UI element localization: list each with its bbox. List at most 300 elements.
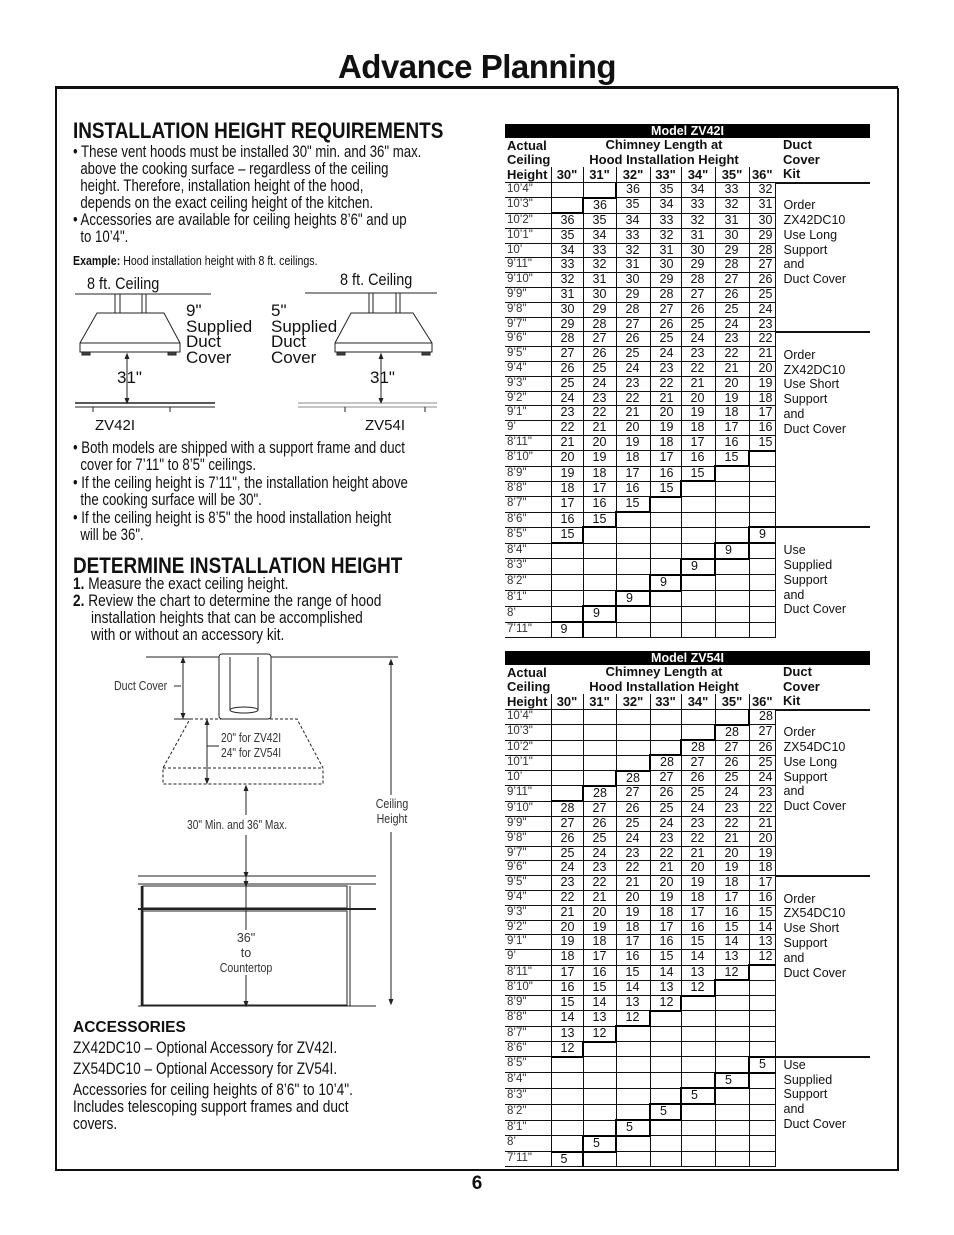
chimney-length-cell: 9 (681, 559, 715, 575)
chimney-length-cell: 34 (583, 228, 616, 243)
chimney-length-cell: 17 (715, 891, 749, 906)
chimney-length-cell: 17 (583, 950, 616, 965)
chimney-length-cell: 21 (715, 362, 749, 377)
chimney-length-cell: 22 (749, 332, 775, 347)
zv42i-chart (505, 124, 870, 638)
accessory-line: ZX54DC10 – Optional Accessory for ZV54I. (73, 1060, 338, 1078)
label-line: 9" (186, 301, 202, 320)
chimney-length-cell (715, 1042, 749, 1057)
chimney-length-cell: 22 (715, 817, 749, 832)
chimney-length-cell (616, 1042, 650, 1057)
chimney-length-cell (616, 1026, 650, 1041)
chimney-length-cell (681, 543, 715, 559)
label-line: 36" (236, 931, 256, 945)
chimney-length-cell: 5 (749, 1057, 775, 1073)
chimney-length-cell: 15 (616, 965, 650, 980)
chimney-length-cell: 26 (551, 831, 583, 846)
chimney-length-cell: 27 (616, 786, 650, 801)
chimney-length-cell (681, 1042, 715, 1057)
chimney-length-cell (749, 497, 775, 512)
chimney-length-cell (715, 527, 749, 543)
chimney-length-cell: 14 (583, 996, 616, 1011)
chimney-length-cell: 26 (715, 288, 749, 303)
label-line: Duct (186, 332, 221, 351)
chimney-length-cell: 15 (681, 935, 715, 950)
chimney-length-cell: 24 (681, 801, 715, 816)
duct-cover-kit-cell (775, 1057, 870, 1167)
header-ceiling-height (505, 138, 551, 183)
chimney-length-cell: 33 (681, 198, 715, 213)
chimney-length-cell: 25 (551, 846, 583, 861)
chimney-length-cell: 18 (650, 905, 681, 920)
chimney-length-cell: 29 (583, 302, 616, 317)
chimney-length-cell: 24 (650, 817, 681, 832)
chimney-length-cell: 19 (650, 421, 681, 436)
chimney-length-cell: 28 (681, 740, 715, 755)
diagram-zv54i-ceiling-label (340, 272, 425, 288)
chimney-length-cell: 24 (583, 846, 616, 861)
chimney-length-cell (583, 527, 616, 543)
chimney-length-cell (650, 1042, 681, 1057)
example-text: Hood installation height with 8 ft. ceilings. (123, 254, 318, 268)
chimney-length-cell: 9 (715, 543, 749, 559)
diagram-zv42i-height: 31" (117, 368, 142, 387)
ceiling-height-cell: 8’ (505, 606, 551, 622)
chimney-length-cell: 22 (650, 846, 681, 861)
chimney-length-cell: 19 (681, 876, 715, 891)
chimney-length-cell: 23 (681, 347, 715, 362)
ceiling-height-cell: 8’5" (505, 527, 551, 543)
bullet-line: the cooking surface will be 30". (73, 491, 262, 509)
chimney-length-cell: 21 (551, 905, 583, 920)
header-chimney-length (551, 665, 775, 694)
chimney-length-cell: 24 (616, 831, 650, 846)
chimney-length-cell: 9 (749, 527, 775, 543)
kit-line: Order (783, 725, 816, 740)
chimney-length-cell: 21 (650, 391, 681, 406)
chimney-length-cell: 23 (551, 876, 583, 891)
chimney-length-cell (749, 481, 775, 496)
chimney-length-cell: 21 (749, 817, 775, 832)
chimney-length-cell: 23 (681, 817, 715, 832)
chimney-length-cell: 19 (715, 861, 749, 876)
chimney-length-cell: 17 (616, 466, 650, 481)
chimney-length-cell: 14 (715, 935, 749, 950)
header-line: Hood Installation Height (589, 151, 739, 167)
chimney-length-cell (583, 183, 616, 198)
ceiling-height-cell: 8’7" (505, 1026, 551, 1041)
chimney-length-cell: 25 (583, 362, 616, 377)
chimney-length-cell: 15 (681, 466, 715, 481)
chimney-length-cell: 26 (583, 347, 616, 362)
bullet-line: cover for 7’11" to 8’5" ceilings. (73, 456, 257, 474)
chimney-length-cell: 5 (715, 1073, 749, 1089)
ceiling-height-cell: 8’2" (505, 575, 551, 591)
chimney-length-cell: 28 (616, 302, 650, 317)
chimney-length-cell: 28 (551, 801, 583, 816)
chimney-length-cell: 19 (616, 905, 650, 920)
chimney-length-cell (583, 740, 616, 755)
chimney-length-cell (681, 996, 715, 1011)
column-header: 32" (616, 167, 650, 182)
header-line: Height (507, 166, 548, 182)
accessory-line: Accessories for ceiling heights of 8’6" to 10’4". (73, 1081, 353, 1099)
ceiling-height-cell: 9’ (505, 950, 551, 965)
chimney-length-cell: 19 (749, 376, 775, 391)
chimney-length-cell: 15 (715, 451, 749, 466)
label-line: 24" for ZV54I (221, 746, 282, 760)
kit-line: Duct Cover (783, 421, 847, 436)
bullet-line: • These vent hoods must be installed 30" min. and 36" max. (73, 143, 422, 161)
chimney-length-cell: 14 (681, 950, 715, 965)
chimney-length-cell: 26 (650, 786, 681, 801)
chimney-length-cell (551, 1088, 583, 1104)
chimney-length-cell: 18 (650, 436, 681, 451)
table-row (505, 1057, 870, 1073)
chimney-length-cell: 35 (583, 213, 616, 228)
chimney-length-cell: 30 (650, 258, 681, 273)
chimney-length-cell (749, 451, 775, 466)
chimney-length-cell: 26 (681, 302, 715, 317)
kit-line: ZX42DC10 (783, 213, 846, 228)
countertop-label (206, 931, 286, 976)
chimney-length-cell: 23 (616, 376, 650, 391)
header-line: Chimney Length at (605, 664, 723, 680)
ceiling-height-cell: 9’11" (505, 258, 551, 273)
chimney-length-cell (749, 559, 775, 575)
ceiling-height-cell: 8’9" (505, 466, 551, 481)
bullet-line: height. Therefore, installation height of the hood, (73, 177, 364, 195)
chimney-length-cell (551, 771, 583, 786)
diagram-zv54i-duct-label (271, 303, 337, 365)
chimney-length-cell (583, 543, 616, 559)
chimney-length-cell: 16 (616, 481, 650, 496)
chimney-length-cell: 32 (715, 198, 749, 213)
label-line: Countertop (219, 961, 273, 975)
header-line: Kit (783, 693, 801, 708)
kit-line: and (783, 257, 805, 272)
chimney-length-cell: 22 (681, 362, 715, 377)
chimney-length-cell (715, 1152, 749, 1167)
chimney-length-cell: 13 (616, 996, 650, 1011)
kit-line: Duct Cover (783, 965, 847, 980)
chimney-length-cell: 27 (715, 273, 749, 288)
model-title: Model ZV42I (505, 124, 870, 138)
chimney-length-cell: 25 (551, 376, 583, 391)
chimney-length-cell: 27 (681, 288, 715, 303)
chimney-length-cell: 29 (650, 273, 681, 288)
ceiling-height-cell: 8’1" (505, 591, 551, 607)
chimney-length-cell: 20 (715, 376, 749, 391)
chimney-length-cell: 31 (681, 228, 715, 243)
chimney-length-cell: 27 (583, 332, 616, 347)
chimney-length-cell (583, 1088, 616, 1104)
kit-line: Duct Cover (783, 272, 847, 287)
step-number: 2. (73, 592, 85, 610)
chimney-length-cell (715, 512, 749, 527)
chimney-length-cell: 13 (650, 980, 681, 995)
duct-cover-kit-cell (775, 710, 870, 876)
header-line: Actual (507, 664, 547, 680)
table-row (505, 527, 870, 543)
header-line: Cover (783, 151, 820, 167)
chimney-length-cell: 13 (715, 950, 749, 965)
column-header: 36" (749, 694, 775, 709)
header-ceiling-height (505, 665, 551, 710)
zv54i-chart (505, 651, 870, 1167)
kit-line (784, 184, 871, 199)
chimney-length-cell: 18 (681, 421, 715, 436)
chimney-length-cell: 5 (616, 1120, 650, 1136)
chimney-length-cell: 19 (551, 466, 583, 481)
chimney-length-cell: 21 (616, 876, 650, 891)
chimney-length-cell: 12 (583, 1026, 616, 1041)
chimney-length-cell: 20 (681, 861, 715, 876)
header-duct-cover-kit (775, 138, 870, 183)
chimney-length-cell (749, 466, 775, 481)
chimney-length-cell: 9 (551, 622, 583, 637)
chimney-length-cell: 28 (749, 243, 775, 258)
header-line: Height (507, 693, 548, 709)
column-header: 33" (650, 167, 681, 182)
chimney-length-cell: 28 (583, 317, 616, 332)
ceiling-height-cell: 8’3" (505, 1088, 551, 1104)
column-header: 30" (551, 694, 583, 709)
chimney-length-cell: 15 (650, 950, 681, 965)
chimney-length-cell (583, 755, 616, 770)
chimney-length-cell (650, 1136, 681, 1152)
chimney-length-cell (551, 575, 583, 591)
ceiling-height-cell: 7’11" (505, 622, 551, 637)
chimney-length-cell: 30 (551, 302, 583, 317)
chimney-length-cell: 25 (650, 332, 681, 347)
kit-line: and (783, 406, 805, 421)
chimney-length-cell (551, 1057, 583, 1073)
chimney-length-cell (583, 622, 616, 637)
chimney-length-cell: 31 (650, 243, 681, 258)
step-1 (73, 576, 445, 593)
ceiling-height-cell: 10’ (505, 771, 551, 786)
chimney-length-cell: 30 (583, 288, 616, 303)
chimney-length-cell (650, 1088, 681, 1104)
chimney-length-cell: 28 (650, 288, 681, 303)
header-line: Ceiling (507, 679, 551, 694)
chimney-length-cell (650, 527, 681, 543)
kit-line (784, 528, 871, 543)
chimney-length-cell (715, 591, 749, 607)
table-row (505, 183, 870, 198)
ceiling-height-cell: 8’5" (505, 1057, 551, 1073)
kit-line: Support (783, 572, 828, 587)
chimney-length-cell: 16 (616, 950, 650, 965)
kit-line: Duct Cover (783, 799, 847, 814)
chimney-length-cell: 33 (551, 258, 583, 273)
chimney-length-cell (650, 1026, 681, 1041)
diagram-zv54i-model: ZV54I (365, 417, 406, 434)
kit-line: and (783, 784, 805, 799)
chimney-length-cell: 19 (650, 891, 681, 906)
chimney-length-cell: 33 (583, 243, 616, 258)
chimney-length-cell: 27 (616, 317, 650, 332)
chimney-length-cell (551, 591, 583, 607)
chimney-length-cell: 17 (616, 935, 650, 950)
ceiling-height-cell: 8’11" (505, 965, 551, 980)
chimney-length-cell (749, 1136, 775, 1152)
chimney-length-cell (749, 543, 775, 559)
chimney-length-cell: 13 (583, 1011, 616, 1026)
model-title: Model ZV54I (505, 651, 870, 665)
chimney-length-cell (749, 965, 775, 980)
kit-line: Supplied (783, 1072, 833, 1087)
chimney-length-cell (749, 512, 775, 527)
chimney-length-cell (715, 980, 749, 995)
bullet-line: • Accessories are available for ceiling heights 8’6" and up (73, 211, 407, 229)
chimney-length-cell (583, 1120, 616, 1136)
label-line: to (240, 946, 252, 960)
chimney-length-cell: 19 (749, 846, 775, 861)
chimney-length-cell (616, 527, 650, 543)
ceiling-height-cell: 8’11" (505, 436, 551, 451)
header-row (505, 138, 870, 167)
step-2 (73, 593, 445, 610)
chimney-length-cell (650, 512, 681, 527)
chimney-length-cell: 27 (551, 347, 583, 362)
duct-cover-kit-cell (775, 183, 870, 332)
ceiling-height-cell: 9’ (505, 421, 551, 436)
chimney-length-cell (715, 1136, 749, 1152)
chimney-length-cell: 25 (715, 771, 749, 786)
chimney-length-cell: 16 (715, 905, 749, 920)
chimney-length-cell (715, 606, 749, 622)
chimney-length-cell: 20 (551, 920, 583, 935)
chimney-length-cell: 27 (681, 755, 715, 770)
column-header: 34" (681, 694, 715, 709)
kit-line: Use (783, 543, 806, 558)
chimney-length-cell: 23 (583, 391, 616, 406)
chimney-length-cell: 26 (616, 801, 650, 816)
chimney-length-cell: 27 (650, 771, 681, 786)
chimney-length-table (505, 665, 870, 1167)
chimney-length-cell: 17 (749, 876, 775, 891)
chimney-length-cell: 18 (715, 876, 749, 891)
page-title: Advance Planning (337, 48, 617, 85)
ceiling-height-cell: 10’4" (505, 710, 551, 725)
kit-line: Order (783, 891, 816, 906)
chimney-length-cell: 29 (749, 228, 775, 243)
chimney-length-cell: 25 (749, 288, 775, 303)
ceiling-height-cell: 10’ (505, 243, 551, 258)
chimney-length-cell: 5 (583, 1136, 616, 1152)
chimney-length-cell: 13 (551, 1026, 583, 1041)
column-header: 34" (681, 167, 715, 182)
chimney-length-cell: 22 (583, 876, 616, 891)
ceiling-height-cell: 9’1" (505, 406, 551, 421)
chimney-length-cell: 33 (650, 213, 681, 228)
chimney-length-cell: 24 (650, 347, 681, 362)
chimney-length-cell: 14 (551, 1011, 583, 1026)
ceiling-height-cell: 9’7" (505, 846, 551, 861)
chimney-length-cell: 30 (616, 273, 650, 288)
chimney-length-cell (616, 543, 650, 559)
chimney-length-cell (749, 575, 775, 591)
chimney-length-cell: 20 (650, 876, 681, 891)
chimney-length-cell (551, 725, 583, 740)
bullet-line: above the cooking surface – regardless of the ceiling (73, 160, 389, 178)
chimney-length-cell: 23 (715, 332, 749, 347)
header-line: Duct (783, 664, 812, 679)
chimney-length-cell: 20 (749, 362, 775, 377)
bullet-line: depends on the exact ceiling height of the kitchen. (73, 194, 374, 212)
ceiling-height-cell: 9’3" (505, 905, 551, 920)
ceiling-height-cell: 9’2" (505, 391, 551, 406)
chimney-length-cell: 19 (616, 436, 650, 451)
chimney-length-cell: 18 (616, 920, 650, 935)
kit-line: Use Long (783, 754, 838, 769)
bullet-line: • If the ceiling height is 8’5" the hood installation height (73, 509, 392, 527)
chimney-length-cell (650, 1057, 681, 1073)
chimney-length-cell (681, 512, 715, 527)
ceiling-height-cell: 9’10" (505, 273, 551, 288)
chimney-length-cell: 15 (749, 905, 775, 920)
duct-cover-kit-cell (775, 876, 870, 1057)
chimney-length-cell: 24 (715, 317, 749, 332)
chimney-length-cell: 26 (749, 273, 775, 288)
chimney-length-cell (681, 527, 715, 543)
label-line: Ceiling (375, 797, 409, 811)
chimney-length-cell: 28 (681, 273, 715, 288)
chimney-length-cell (616, 512, 650, 527)
chimney-length-cell (551, 559, 583, 575)
chimney-length-cell (681, 606, 715, 622)
ceiling-height-cell: 9’9" (505, 817, 551, 832)
chimney-length-cell: 30 (715, 228, 749, 243)
chimney-length-cell: 27 (715, 740, 749, 755)
chimney-length-cell: 20 (616, 421, 650, 436)
label-text: Duct Cover (114, 679, 168, 693)
chimney-length-cell: 21 (715, 831, 749, 846)
chimney-length-cell (715, 1120, 749, 1136)
chimney-length-cell (749, 622, 775, 637)
chimney-length-cell (715, 622, 749, 637)
chimney-length-cell: 34 (681, 183, 715, 198)
chimney-length-cell: 16 (749, 891, 775, 906)
chimney-length-cell: 34 (650, 198, 681, 213)
chimney-length-cell: 12 (616, 1011, 650, 1026)
chimney-length-cell (681, 1152, 715, 1167)
chimney-length-cell (749, 1088, 775, 1104)
ceiling-height-cell: 9’2" (505, 920, 551, 935)
chimney-length-cell (551, 740, 583, 755)
chimney-length-cell: 27 (749, 258, 775, 273)
chimney-length-cell: 33 (616, 228, 650, 243)
chimney-length-cell: 28 (749, 710, 775, 725)
table-row (505, 332, 870, 347)
chimney-length-cell: 31 (715, 213, 749, 228)
kit-line: Order (783, 347, 816, 362)
chimney-length-cell (650, 606, 681, 622)
chimney-length-cell: 19 (715, 391, 749, 406)
chimney-length-cell (616, 1088, 650, 1104)
chimney-length-cell (650, 740, 681, 755)
chimney-length-cell: 27 (583, 801, 616, 816)
chimney-length-cell: 29 (681, 258, 715, 273)
label-line: Supplied (186, 316, 253, 336)
chimney-length-cell: 16 (551, 980, 583, 995)
chimney-length-cell: 26 (650, 317, 681, 332)
column-header: 35" (715, 167, 749, 182)
chimney-length-cell: 12 (551, 1042, 583, 1057)
column-header: 36" (749, 167, 775, 182)
